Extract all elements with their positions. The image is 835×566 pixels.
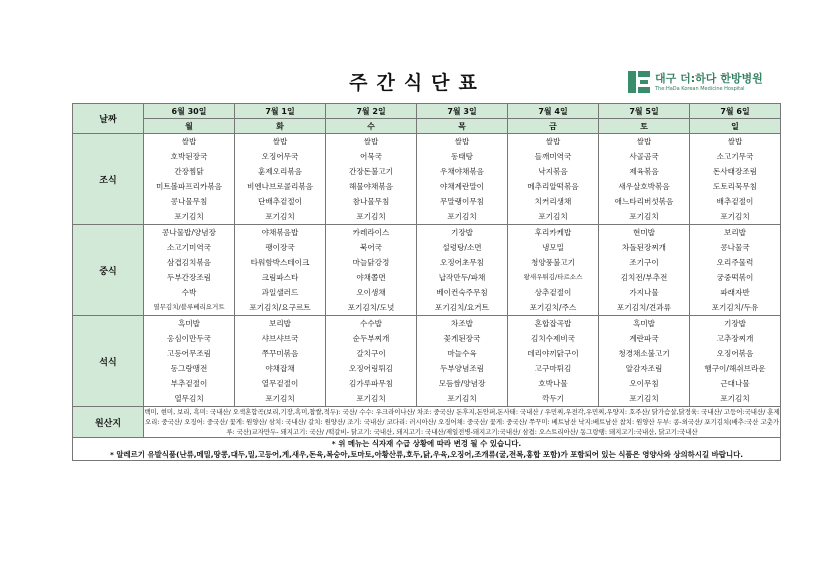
menu-item: 쌀밥 [272, 137, 288, 146]
menu-item: 단배추겉절이 [257, 197, 302, 206]
meal-cell [508, 225, 599, 316]
day-weekday: 월 [144, 119, 235, 134]
menu-item: 간장찜닭 [174, 167, 204, 176]
hospital-name-ko: 대구 더:하다 한방병원 [655, 71, 763, 85]
day-date: 7월 2일 [326, 104, 417, 119]
meal-cell [599, 225, 690, 316]
menu-item: 현미밥 [632, 228, 655, 237]
meal-cell [508, 316, 599, 407]
menu-item: 호박된장국 [170, 152, 208, 161]
meal-cell [599, 316, 690, 407]
day-date: 7월 5일 [599, 104, 690, 119]
menu-item: 소고기무국 [716, 152, 754, 161]
meal-cell [599, 134, 690, 225]
menu-item: 근대나물 [720, 379, 750, 388]
menu-item: 보리밥 [268, 319, 291, 328]
hospital-logo-icon [628, 71, 650, 93]
menu-item: 크림파스타 [261, 273, 299, 282]
menu-item: 돈사태장조림 [712, 167, 757, 176]
meal-cell [144, 225, 235, 316]
menu-item: 치커리생채 [534, 197, 572, 206]
menu-item: 포기김치 [720, 212, 750, 221]
menu-item: 들깨미역국 [534, 152, 572, 161]
menu-item: 쭈꾸미볶음 [261, 349, 299, 358]
meal-cell [144, 316, 235, 407]
menu-item: 쌀밥 [181, 137, 197, 146]
day-weekday: 토 [599, 119, 690, 134]
hospital-name-en: The:HaDa Korean Medicine Hospital [655, 85, 745, 92]
meal-cell [417, 134, 508, 225]
menu-item: 김치전/부추전 [620, 273, 668, 282]
menu-item: 고등어무조림 [166, 349, 211, 358]
menu-item: 차돌된장찌개 [621, 243, 666, 252]
menu-item: 두부간장조림 [166, 273, 211, 282]
menu-item: 포기김치 [174, 212, 204, 221]
menu-item: 오리주물럭 [716, 258, 754, 267]
menu-item: 궁중떡볶이 [716, 273, 754, 282]
menu-item: 삼겹김치볶음 [166, 258, 211, 267]
menu-item: 간장돈불고기 [348, 167, 393, 176]
menu-item: 참나물무침 [352, 197, 390, 206]
meal-cell [326, 225, 417, 316]
menu-item: 콩나물국 [720, 243, 750, 252]
menu-item: 김가루파무침 [348, 379, 393, 388]
menu-item: 고추장찌개 [716, 334, 754, 343]
menu-item: 해물야채볶음 [348, 182, 393, 191]
menu-item: 낙지볶음 [538, 167, 568, 176]
menu-item: 포기김치/도넛 [347, 303, 395, 312]
menu-item: 북어국 [359, 243, 382, 252]
origin-text: 백미, 현미, 보리, 흑미: 국내산/ 오색혼합곡(보리,기장,흑미,찹쌀,적두): 국산/ 수수: 우크라이나산/ 차조: 중국산/ 돈후지,돈안퍼,돈사태: 국내산 / 우민찌,우전각,우민찌,우양지: 호주산/ 닭가슴살,닭정육: 국내산/ 고등어:국내산/ 훈제오리: 중국산/ 오징어: 중국산/ 꽃게: 원양산/ 삼치: 국내산/ 갈치: 원양산/ 조기: 국내산/ 코다리: 러시아산/ 오징어채: 중국산/ 꽃게: 중국산/ 쭈꾸미: 베트남산 낙지:베트남산 참치: 원양산 두부: 콩-외국산/ 포기김치(배추:국산 고춧가루: 국산)교자만두- 돼지고기: 국산/ /떡갈비- 닭고기: 국내산, 돼지고기: 국내산/제일전병-돼지고기:국내산/ 삼겹: 오스트리아산/ 동그랑땡: 돼지고기:국내산, 닭고기:국내산 [144, 408, 780, 436]
menu-item: 순두부찌개 [352, 334, 390, 343]
date-row [73, 104, 781, 119]
menu-item: 포기김치 [720, 394, 750, 403]
menu-item: 카레라이스 [352, 228, 390, 237]
menu-item: 가지나물 [629, 288, 659, 297]
menu-item: 차조밥 [450, 319, 473, 328]
menu-item: 포기김치/주스 [529, 303, 577, 312]
menu-item: 미트볼파프리카볶음 [155, 182, 223, 191]
menu-item: 고구마튀김 [534, 364, 572, 373]
menu-item: 콩나물밥/양념장 [162, 228, 216, 237]
weekday-row [73, 119, 781, 134]
menu-item: 쌀밥 [727, 137, 743, 146]
menu-item: 포기김치 [447, 212, 477, 221]
menu-item: 청경채소불고기 [618, 349, 670, 358]
menu-item: 야채잡채 [265, 364, 295, 373]
menu-item: 열무김치/블루베리요거트 [153, 303, 225, 311]
meal-cell [326, 134, 417, 225]
menu-item: 부추겉절이 [170, 379, 208, 388]
menu-item: 냉모밀 [541, 243, 564, 252]
menu-item: 혼합잡곡밥 [534, 319, 572, 328]
day-weekday: 금 [508, 119, 599, 134]
menu-item: 어묵국 [359, 152, 382, 161]
menu-item: 청양풍불고기 [530, 258, 575, 267]
menu-item: 조기구이 [629, 258, 659, 267]
menu-item: 흑미밥 [177, 319, 200, 328]
meal-cell [235, 134, 326, 225]
meal-cell [417, 225, 508, 316]
menu-item: 훈제오리볶음 [257, 167, 302, 176]
menu-item: 호박나물 [538, 379, 568, 388]
menu-item: 포기김치/요구르트 [249, 303, 311, 312]
menu-item: 동그랑땡전 [170, 364, 208, 373]
menu-item: 수수밥 [359, 319, 382, 328]
menu-item: 애느타리버섯볶음 [614, 197, 674, 206]
menu-item: 야채계란말이 [439, 182, 484, 191]
day-date: 7월 3일 [417, 104, 508, 119]
meal-cell [144, 134, 235, 225]
menu-item: 샤브샤브국 [261, 334, 299, 343]
menu-item: 계란파국 [629, 334, 659, 343]
menu-item: 비엔나브로콜리볶음 [246, 182, 314, 191]
menu-item: 납작만두/파채 [438, 273, 486, 282]
menu-item: 쌀밥 [454, 137, 470, 146]
menu-item: 기장밥 [723, 319, 746, 328]
menu-item: 쌀밥 [636, 137, 652, 146]
menu-item: 우채야채볶음 [439, 167, 484, 176]
menu-item: 상추겉절이 [534, 288, 572, 297]
notes-row [73, 438, 781, 461]
menu-item: 새우살호박볶음 [618, 182, 670, 191]
hospital-logo [628, 71, 763, 93]
meal-cell [417, 316, 508, 407]
menu-item: 포기김치/견과류 [617, 303, 671, 312]
menu-item: 마늘수육 [447, 349, 477, 358]
menu-item: 파래자반 [720, 288, 750, 297]
menu-item: 소고기미역국 [166, 243, 211, 252]
day-weekday: 수 [326, 119, 417, 134]
menu-item: 사골곰국 [629, 152, 659, 161]
menu-item: 포기김치 [538, 212, 568, 221]
menu-item: 오이생채 [356, 288, 386, 297]
menu-item: 깍두기 [541, 394, 564, 403]
menu-item: 오징어초무침 [439, 258, 484, 267]
menu-item: 포기김치 [356, 394, 386, 403]
menu-item: 햄구이/해쉬브라운 [704, 364, 766, 373]
menu-item: 열무김치 [174, 394, 204, 403]
menu-item: 포기김치 [265, 212, 295, 221]
meal-label: 중식 [73, 225, 144, 316]
meal-cell [235, 225, 326, 316]
menu-item: 메추리알떡볶음 [527, 182, 579, 191]
day-date: 6월 30일 [144, 104, 235, 119]
menu-item: 포기김치 [629, 394, 659, 403]
day-date: 7월 6일 [690, 104, 781, 119]
menu-item: 보리밥 [723, 228, 746, 237]
menu-item: 마늘닭강정 [352, 258, 390, 267]
menu-item: 왕새우튀김/타르소스 [523, 273, 583, 281]
menu-item: 포기김치 [265, 394, 295, 403]
menu-item: 과일샐러드 [261, 288, 299, 297]
menu-item: 타워함박스테이크 [250, 258, 310, 267]
meal-cell [690, 134, 781, 225]
day-date: 7월 4일 [508, 104, 599, 119]
menu-item: 오징어볶음 [716, 349, 754, 358]
menu-item: 설렁탕/소면 [442, 243, 482, 252]
meal-cell [235, 316, 326, 407]
menu-item: 포기김치/요거트 [435, 303, 489, 312]
day-date: 7월 1일 [235, 104, 326, 119]
menu-item: 오이무침 [629, 379, 659, 388]
menu-item: 꽃게된장국 [443, 334, 481, 343]
menu-item: 쌀밥 [545, 137, 561, 146]
menu-item: 수박 [181, 288, 197, 297]
meal-cell [690, 316, 781, 407]
menu-item: 김치수제비국 [530, 334, 575, 343]
meal-cell [326, 316, 417, 407]
meal-label: 석식 [73, 316, 144, 407]
meal-row [73, 225, 781, 316]
menu-item: 오징어무국 [261, 152, 299, 161]
menu-item: 야채볶음밥 [261, 228, 299, 237]
menu-item: 콩나물무침 [170, 197, 208, 206]
menu-item: 베이컨숙주무침 [436, 288, 488, 297]
menu-item: 흑미밥 [632, 319, 655, 328]
meal-row [73, 134, 781, 225]
weekly-menu-table [72, 103, 781, 461]
menu-item: 도토리묵무침 [712, 182, 757, 191]
menu-item: 배추겉절이 [716, 197, 754, 206]
menu-item: 포기김치 [629, 212, 659, 221]
menu-item: 오징어링튀김 [348, 364, 393, 373]
menu-item: 모듬쌈/양념장 [438, 379, 486, 388]
menu-item: 데리야끼닭구이 [527, 349, 579, 358]
allergy-note: * 알레르기 유발식품(난류,메밀,땅콩,대두,밀,고등어,게,새우,돈육,복숭아,토마토,아황산류,호두,닭,우육,오징어,조개류(굴,전복,홍합 포함)가 포함되어 있는 식품은 영양사와 상의하시길 바랍니다. [109, 450, 744, 459]
notes [73, 438, 781, 461]
menu-item: 옹심이만두국 [166, 334, 211, 343]
menu-item: 제육볶음 [629, 167, 659, 176]
menu-item: 무말랭이무침 [439, 197, 484, 206]
menu-item: 알감자조림 [625, 364, 663, 373]
day-weekday: 일 [690, 119, 781, 134]
date-label: 날짜 [73, 104, 144, 134]
menu-item: 포기김치 [447, 394, 477, 403]
menu-item: 팽이장국 [265, 243, 295, 252]
menu-item: 후리카케밥 [534, 228, 572, 237]
meal-cell [690, 225, 781, 316]
meal-cell [508, 134, 599, 225]
meal-row [73, 316, 781, 407]
menu-item: 열무겉절이 [261, 379, 299, 388]
menu-item: 포기김치/두유 [711, 303, 759, 312]
page-title: 주간식단표 [349, 72, 486, 94]
menu-item: 기장밥 [450, 228, 473, 237]
origin-label: 원산지 [73, 407, 144, 438]
menu-item: 갈치구이 [356, 349, 386, 358]
menu-item: 쌀밥 [363, 137, 379, 146]
menu-item: 두부양념조림 [439, 364, 484, 373]
day-weekday: 화 [235, 119, 326, 134]
meal-label: 조식 [73, 134, 144, 225]
menu-item: 동태탕 [450, 152, 473, 161]
menu-item: 포기김치 [356, 212, 386, 221]
menu-change-note: * 위 메뉴는 식자재 수급 상황에 따라 변경 될 수 있습니다. [331, 439, 522, 448]
menu-item: 야채쫄면 [356, 273, 386, 282]
day-weekday: 목 [417, 119, 508, 134]
origin-row [73, 407, 781, 438]
